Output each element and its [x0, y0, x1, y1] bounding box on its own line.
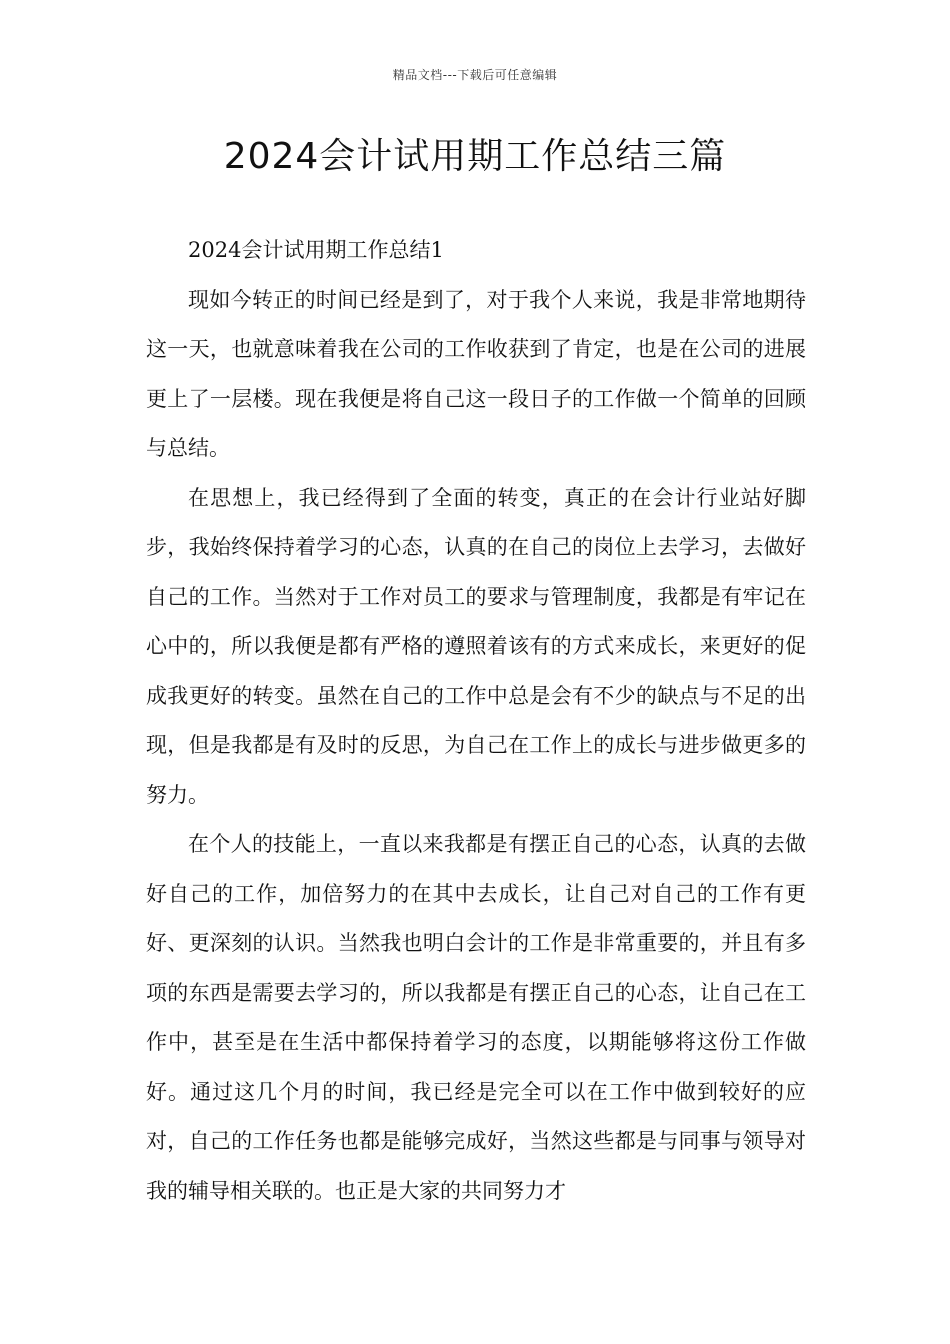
paragraph-2: 在思想上，我已经得到了全面的转变，真正的在会计行业站好脚步，我始终保持着学习的心态，认真的在自己的岗位上去学习，去做好自己的工作。当然对于工作对员工的要求与管理制度，我都是有牢记在心中的，所以我便是都有严格的遵照着该有的方式来成长，来更好的促成我更好的转变。虽然在自己的工作中总是会有不少的缺点与不足的出现，但是我都是有及时的反思，为自己在工作上的成长与进步做更多的努力。 — [146, 485, 806, 807]
document-title: 2024会计试用期工作总结三篇 — [223, 136, 727, 177]
paragraph-1: 现如今转正的时间已经是到了，对于我个人来说，我是非常地期待这一天，也就意味着我在公司的工作收获到了肯定，也是在公司的进展更上了一层楼。现在我便是将自己这一段日子的工作做一个简单的回顾与总结。 — [146, 287, 806, 460]
header-note: 精品文档---下载后可任意编辑 — [392, 68, 558, 82]
paragraph-3: 在个人的技能上，一直以来我都是有摆正自己的心态，认真的去做好自己的工作，加倍努力的在其中去成长，让自己对自己的工作有更好、更深刻的认识。当然我也明白会计的工作是非常重要的，并且有多项的东西是需要去学习的，所以我都是有摆正自己的心态，让自己在工作中，甚至是在生活中都保持着学习的态度，以期能够将这份工作做好。通过这几个月的时间，我已经是完全可以在工作中做到较好的应对，自己的工作任务也都是能够完成好，当然这些都是与同事与领导对我的辅导相关联的。也正是大家的共同努力才 — [146, 832, 806, 1203]
section-heading: 2024会计试用期工作总结1 — [188, 238, 444, 262]
document-body — [146, 226, 806, 1216]
